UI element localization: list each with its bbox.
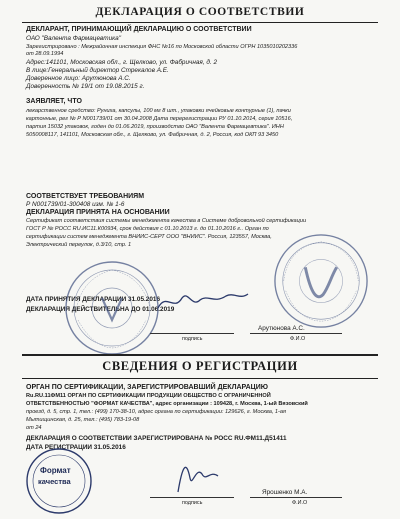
declaration-title: ДЕКЛАРАЦИЯ О СООТВЕТСТВИИ <box>95 6 305 18</box>
fio-caption: Ф.И.О <box>290 336 306 342</box>
registration-line-5: от 24 <box>26 425 42 431</box>
validity-date: ДЕКЛАРАЦИЯ ДЕЙСТВИТЕЛЬНА ДО 01.06.2019 <box>26 306 175 313</box>
title-divider <box>22 22 378 23</box>
registration-fio-line <box>250 497 342 498</box>
product-line-1: лекарственное средство: Руниха, капсулы, 100 мг 8 шт., упаковки ячейковые контурные (1), пачки <box>26 108 291 114</box>
registration-line-2: ОТВЕТСТВЕННОСТЬЮ "ФОРМАТ КАЧЕСТВА", адрес организации : 109428, г. Москва, 1-ый Вязовский <box>26 401 308 407</box>
declares-heading: ЗАЯВЛЯЕТ, ЧТО <box>26 98 82 105</box>
product-line-2: картонные, рег № Р N001739/01 от 30.04.2008 Дата перерегистрации РУ 01.10.2014, серия 10516, <box>26 116 293 122</box>
basis-line-1: Сертификат соответствия системы менеджмента качества в Системе добровольной сертификации <box>26 218 307 224</box>
product-line-3: партия 15032 упаковок, годен до 01.06.2019, производство ОАО "Валента Фармацевтика". ИНН <box>26 124 284 130</box>
registration-line-3: проезд, д. 5, стр. 1, тел.: (499) 170-38-10, адрес органа по сертификации: 129626, г. Москва, 1-ая <box>26 409 286 415</box>
complies-heading: СООТВЕТСТВУЕТ ТРЕБОВАНИЯМ <box>26 193 145 200</box>
registered-line-1: Зарегистрировано : Межрайонная инспекция ФНС №16 по Московской области ОГРН 1035010202336 <box>26 44 298 50</box>
basis-line-3: сертификации систем менеджмента ВНИИС-СЕРТ ООО "ВНИИС". Россия, 123557, Москва, <box>26 234 272 240</box>
declarant-signature-icon <box>152 286 252 316</box>
declarant-name: ОАО "Валента Фармацевтика" <box>26 35 121 42</box>
stamp-text-2: качества <box>38 477 71 486</box>
declarant-address: Адрес:141101, Московская обл., г. Щелково, ул. Фабричная, д. 2 <box>26 59 218 66</box>
acceptance-date: ДАТА ПРИНЯТИЯ ДЕКЛАРАЦИИ 31.05.2016 <box>26 296 161 303</box>
declarant-director: В лице:Генеральный директор Стрекалов А.Е. <box>26 67 169 74</box>
basis-heading: ДЕКЛАРАЦИЯ ПРИНЯТА НА ОСНОВАНИИ <box>26 209 170 216</box>
basis-line-2: ГОСТ Р № РОСС RU.ИС11.К00934, срок действия с 01.10.2013 г. до 01.10.2016 г.. Орган по <box>26 226 269 232</box>
power-of-attorney: Доверенность № 19/1 от 19.08.2015 г. <box>26 83 145 90</box>
certification-seal-icon <box>272 232 370 330</box>
registration-signature-icon <box>168 448 228 498</box>
registration-line-4: Мытищинская, д. 25, тел.: (495) 783-19-08 <box>26 417 140 423</box>
signature-caption: подпись <box>182 336 203 342</box>
registration-signature-line <box>150 497 234 498</box>
declarant-seal-icon <box>62 258 162 358</box>
stamp-text-1: Формат <box>40 466 71 475</box>
standard-reference: Р N001739/01-300408 изм. № 1-6 <box>26 201 125 208</box>
section-divider <box>22 354 378 356</box>
product-line-4: 5050008117, 141101, Московская обл., г. Щелково, ул. Фабричная, д. 2, Россия, код ОКП 93 3450 <box>26 132 279 138</box>
signatory-name: Арутюнова А.С. <box>258 325 305 332</box>
registration-line-1: Ru.RU.11ФМ11 ОРГАН ПО СЕРТИФИКАЦИИ ПРОДУКЦИИ ОБЩЕСТВО С ОГРАНИЧЕННОЙ <box>26 393 271 399</box>
registration-number: ДЕКЛАРАЦИЯ О СООТВЕТСТВИИ ЗАРЕГИСТРИРОВАНА № РОСС RU.ФМ11.Д51411 <box>26 435 287 442</box>
basis-line-4: Электрический переулок, д.3/10, стр. 1 <box>26 242 132 248</box>
fio-line <box>250 333 342 334</box>
signature-line <box>150 333 234 334</box>
registration-body-heading: ОРГАН ПО СЕРТИФИКАЦИИ, ЗАРЕГИСТРИРОВАВШИЙ ДЕКЛАРАЦИЮ <box>26 384 269 391</box>
registration-title-divider <box>22 378 378 379</box>
registration-signatory-name: Ярошенко М.А. <box>262 489 308 496</box>
declarant-trustee: Доверенное лицо: Арутюнова А.С. <box>26 75 131 82</box>
registration-date: ДАТА РЕГИСТРАЦИИ 31.05.2016 <box>26 444 126 451</box>
registration-fio-caption: Ф.И.О <box>292 500 308 506</box>
registration-signature-caption: подпись <box>182 500 203 506</box>
registration-title: СВЕДЕНИЯ О РЕГИСТРАЦИИ <box>102 359 298 373</box>
declarant-heading: ДЕКЛАРАНТ, ПРИНИМАЮЩИЙ ДЕКЛАРАЦИЮ О СООТВЕТСТВИИ <box>26 26 252 33</box>
registered-line-2: от 28.09.1994 <box>26 51 64 57</box>
